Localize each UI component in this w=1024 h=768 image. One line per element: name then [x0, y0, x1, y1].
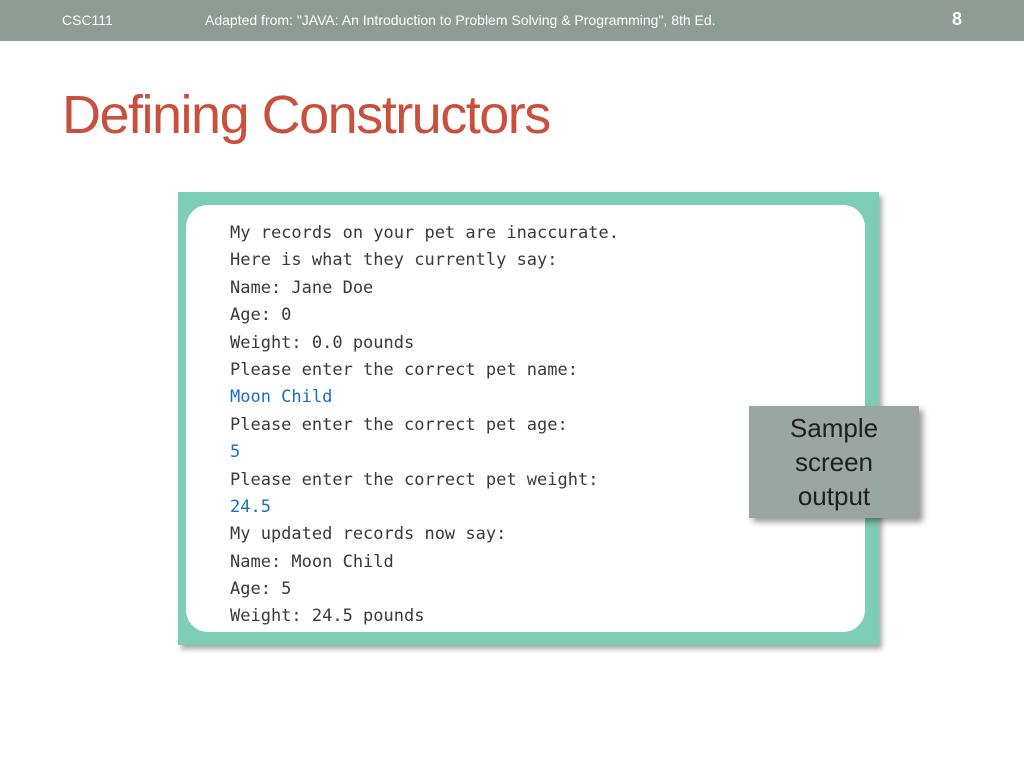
console-lines — [230, 220, 619, 631]
console-output-line: My updated records now say: — [230, 524, 507, 545]
console-output-line: My records on your pet are inaccurate. — [230, 223, 619, 243]
header-bar — [0, 0, 1024, 41]
console-output-line: Age: 5 — [230, 579, 292, 600]
source-note: Adapted from: "JAVA: An Introduction to Problem Solving & Programming", 8th Ed. — [205, 12, 716, 28]
slide-title: Defining Constructors — [62, 85, 550, 145]
console-output-line: Name: Jane Doe — [230, 277, 374, 298]
console-output-line: Please enter the correct pet name: — [230, 359, 578, 380]
course-code: CSC111 — [62, 12, 113, 28]
console-output-line: Weight: 24.5 pounds — [230, 606, 425, 627]
console-output-line: Please enter the correct pet weight: — [230, 469, 599, 490]
console-input-line: 5 — [230, 442, 241, 463]
console-output-line: Age: 0 — [230, 305, 292, 326]
console-output-line: Weight: 0.0 pounds — [230, 332, 415, 353]
console-output-line: Name: Moon Child — [230, 551, 394, 572]
console-output-line: Please enter the correct pet age: — [230, 414, 568, 435]
sample-output-callout — [749, 406, 919, 518]
callout-text: Sample screen output — [789, 413, 879, 511]
console-input-line: 24.5 — [230, 496, 271, 517]
console-output-line: Here is what they currently say: — [230, 250, 558, 271]
console-input-line: Moon Child — [230, 387, 333, 408]
slide-number: 8 — [951, 9, 962, 29]
